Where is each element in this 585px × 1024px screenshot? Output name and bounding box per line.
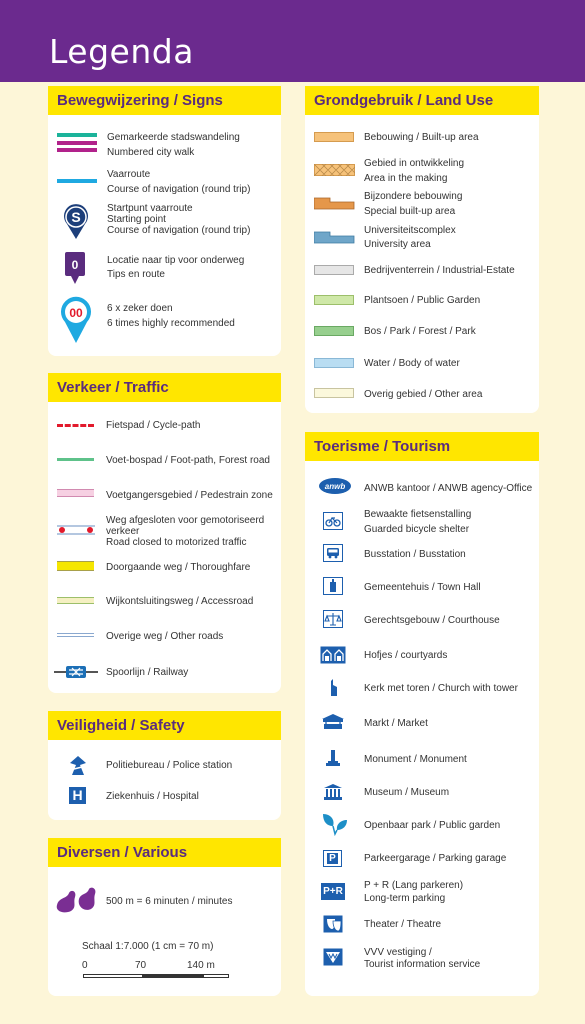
tip-location-label-nl: Locatie naar tip voor onderweg <box>107 255 245 266</box>
tip-location-pin-label: 0 <box>71 258 79 272</box>
city-walk-label-nl: Gemarkeerde stadswandeling <box>107 132 240 143</box>
page-title: Legenda <box>49 32 194 71</box>
special-built-up-swatch <box>314 196 355 210</box>
safety-panel <box>48 711 281 820</box>
monument-icon <box>323 749 343 767</box>
market-label: Markt / Market <box>364 718 428 729</box>
university-label-en: University area <box>364 239 431 250</box>
thoroughfare-label: Doorgaande weg / Thoroughfare <box>106 562 251 573</box>
start-point-label-en: Starting point <box>107 214 166 225</box>
navigation-route-label-en: Course of navigation (round trip) <box>107 184 251 195</box>
university-swatch <box>314 230 355 244</box>
tip-location-label-en: Tips en route <box>107 269 165 280</box>
museum-label: Museum / Museum <box>364 787 450 798</box>
other-roads-label: Overige weg / Other roads <box>106 631 224 642</box>
start-point-label-nl: Startpunt vaarroute <box>107 203 193 214</box>
pedestrian-zone-label: Voetgangersgebied / Pedestrain zone <box>106 490 273 501</box>
public-garden-swatch <box>314 295 354 305</box>
highly-recommended-label-nl: 6 x zeker doen <box>107 303 173 314</box>
bus-icon <box>323 544 343 562</box>
accessroad-symbol <box>57 597 94 604</box>
anwb-logo-text: anwb <box>324 482 346 491</box>
closed-road-label-en: Road closed to motorized traffic <box>106 537 247 548</box>
tourism-panel <box>305 432 539 996</box>
parking-garage-icon-text: P <box>327 853 338 864</box>
bicycle-shelter-label-en: Guarded bicycle shelter <box>364 524 470 535</box>
anwb-office-label: ANWB kantoor / ANWB agency-Office <box>364 483 533 494</box>
highly-recommended-pin-icon <box>60 296 92 344</box>
special-built-up-label-en: Special built-up area <box>364 206 456 217</box>
cycle-path-label: Fietspad / Cycle-path <box>106 420 201 431</box>
parking-garage-icon <box>323 850 342 867</box>
other-roads-symbol <box>57 633 94 637</box>
thoroughfare-symbol <box>57 561 94 571</box>
railway-icon <box>54 665 98 679</box>
foot-path-label: Voet-bospad / Foot-path, Forest road <box>106 455 270 466</box>
safety-header: Veiligheid / Safety <box>48 711 281 740</box>
landuse-header: Grondgebruik / Land Use <box>305 86 539 115</box>
public-garden-label: Openbaar park / Public garden <box>364 820 501 831</box>
forest-park-swatch <box>314 326 354 336</box>
anwb-logo-icon <box>318 477 352 495</box>
built-up-label: Bebouwing / Built-up area <box>364 132 479 143</box>
development-area-swatch <box>314 164 355 176</box>
hospital-icon: H <box>69 787 86 804</box>
courtyard-icon <box>320 646 346 664</box>
walking-time-label: 500 m = 6 minuten / minutes <box>106 896 233 907</box>
water-label: Water / Body of water <box>364 358 460 369</box>
courthouse-label: Gerechtsgebouw / Courthouse <box>364 615 500 626</box>
industrial-label: Bedrijventerrein / Industrial-Estate <box>364 265 515 276</box>
start-point-pin-label: S <box>71 209 81 225</box>
water-swatch <box>314 358 354 368</box>
parking-garage-label: Parkeergarage / Parking garage <box>364 853 507 864</box>
built-up-swatch <box>314 132 354 142</box>
university-label-nl: Universiteitscomplex <box>364 225 456 236</box>
vvv-icon <box>323 948 343 966</box>
various-panel <box>48 838 281 996</box>
police-label: Politiebureau / Police station <box>106 760 233 771</box>
foot-path-symbol <box>57 458 94 461</box>
city-walk-label-en: Numbered city walk <box>107 147 195 158</box>
scale-tick-70: 70 <box>135 960 147 971</box>
pedestrian-zone-symbol <box>57 489 94 497</box>
landuse-panel <box>305 86 539 413</box>
signs-header: Bewegwijzering / Signs <box>48 86 281 115</box>
navigation-route-symbol <box>57 179 97 183</box>
park-and-ride-label-nl: P + R (Lang parkeren) <box>364 880 464 891</box>
cycle-path-symbol <box>57 424 94 427</box>
vvv-label-nl: VVV vestiging / <box>364 947 432 958</box>
closed-road-label-nl: Weg afgesloten voor gemotoriseerd <box>106 515 265 526</box>
other-area-swatch <box>314 388 354 398</box>
vvv-label-en: Tourist information service <box>364 959 481 970</box>
busstation-label: Busstation / Busstation <box>364 549 466 560</box>
title-bar <box>0 0 585 82</box>
police-icon <box>68 755 88 777</box>
development-area-label-en: Area in the making <box>364 173 448 184</box>
tourism-header: Toerisme / Tourism <box>305 432 539 461</box>
other-area-label: Overig gebied / Other area <box>364 389 483 400</box>
scale-label: Schaal 1:7.000 (1 cm = 70 m) <box>82 941 214 952</box>
town-hall-icon <box>323 577 343 595</box>
traffic-header: Verkeer / Traffic <box>48 373 281 402</box>
church-label: Kerk met toren / Church with tower <box>364 683 518 694</box>
monument-label: Monument / Monument <box>364 754 467 765</box>
museum-icon <box>323 783 343 801</box>
church-icon <box>323 679 343 697</box>
courthouse-icon <box>323 610 343 628</box>
park-icon <box>319 812 349 836</box>
highly-recommended-label-en: 6 times highly recommended <box>107 318 235 329</box>
railway-label: Spoorlijn / Railway <box>106 667 189 678</box>
bicycle-shelter-label-nl: Bewaakte fietsenstalling <box>364 509 472 520</box>
bicycle-icon <box>323 512 343 530</box>
forest-park-label: Bos / Park / Forest / Park <box>364 326 476 337</box>
accessroad-label: Wijkontsluitingsweg / Accessroad <box>106 596 254 607</box>
navigation-route-label-nl: Vaarroute <box>107 169 151 180</box>
start-point-pin-icon <box>63 204 89 240</box>
theatre-label: Theater / Theatre <box>364 919 442 930</box>
town-hall-label: Gemeentehuis / Town Hall <box>364 582 481 593</box>
footprints-icon <box>55 887 101 915</box>
theatre-icon <box>323 915 343 933</box>
park-and-ride-label-en: Long-term parking <box>364 893 446 904</box>
special-built-up-label-nl: Bijzondere bebouwing <box>364 191 463 202</box>
signs-panel <box>48 86 281 356</box>
start-point-label-route: Course of navigation (round trip) <box>107 225 251 236</box>
park-and-ride-icon: P+R <box>321 883 345 900</box>
closed-road-label-nl-2: verkeer <box>106 526 140 537</box>
tip-location-pin-icon <box>64 251 86 285</box>
market-icon <box>321 713 345 731</box>
highly-recommended-pin-label: 00 <box>69 306 83 320</box>
development-area-label-nl: Gebied in ontwikkeling <box>364 158 465 169</box>
courtyards-label: Hofjes / courtyards <box>364 650 448 661</box>
industrial-swatch <box>314 265 354 275</box>
traffic-panel <box>48 373 281 693</box>
hospital-label: Ziekenhuis / Hospital <box>106 791 199 802</box>
scale-tick-0: 0 <box>82 960 88 971</box>
closed-road-symbol <box>57 524 95 536</box>
public-garden-label: Plantsoen / Public Garden <box>364 295 481 306</box>
various-header: Diversen / Various <box>48 838 281 867</box>
scale-tick-140: 140 m <box>187 960 215 971</box>
